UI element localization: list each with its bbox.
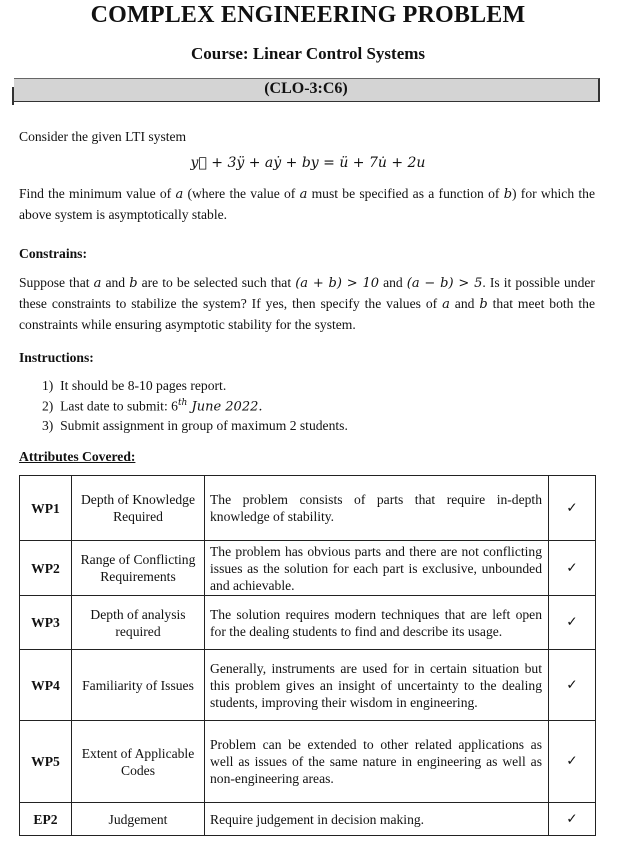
attribute-code: WP2: [20, 541, 72, 596]
course-title: Course: Linear Control Systems: [190, 44, 426, 63]
problem-statement: Find the minimum value of a (where the value of a must be specified as a function of b) for which the above system is asymptotically stable.: [19, 186, 595, 222]
attribute-description: The solution requires modern techniques that are left open for the dealing students to find and describe its usage.: [205, 596, 549, 650]
attribute-description: The problem has obvious parts and there are not conflicting issues as the solution for each part is exclusive, unbounded and achievable.: [205, 541, 549, 596]
table-row: [20, 596, 596, 650]
clo-label: (CLO-3:C6): [264, 80, 348, 97]
attribute-code: WP5: [20, 721, 72, 803]
system-equation: y⃛ + 3ÿ + aẏ + by = ü + 7u̇ + 2u: [190, 155, 426, 171]
instruction-item: 1) It should be 8-10 pages report.: [42, 378, 227, 393]
clo-bar: [14, 78, 600, 102]
attribute-name: Extent of Applicable Codes: [72, 721, 205, 803]
attribute-code: EP2: [20, 803, 72, 836]
table-row: [20, 650, 596, 721]
instructions-heading: Instructions:: [19, 350, 94, 365]
check-icon: ✓: [549, 650, 596, 721]
instruction-item: 2) Last date to submit: 6th June 2022.: [42, 398, 263, 415]
check-icon: ✓: [549, 721, 596, 803]
problem-intro: Consider the given LTI system: [19, 129, 187, 144]
attribute-description: Require judgement in decision making.: [205, 803, 549, 836]
attribute-code: WP4: [20, 650, 72, 721]
check-icon: ✓: [549, 596, 596, 650]
attribute-name: Judgement: [72, 803, 205, 836]
constraints-text: Suppose that a and b are to be selected such that (a + b) > 10 and (a − b) > 5. Is it possible under these constraints to stabilize the system? If yes, then specify the values of a and b that meet both the constraints while ensuring asymptotic stability for the system.: [19, 275, 595, 332]
table-row: [20, 803, 596, 836]
attribute-name: Depth of analysis required: [72, 596, 205, 650]
constraints-heading: Constrains:: [19, 246, 87, 261]
attribute-name: Range of Conflicting Requirements: [72, 541, 205, 596]
attributes-heading: Attributes Covered:: [19, 449, 136, 464]
check-icon: ✓: [549, 541, 596, 596]
attribute-name: Familiarity of Issues: [72, 650, 205, 721]
attribute-description: Problem can be extended to other related applications as well as issues of the same nature in engineering as well as non-engineering areas.: [205, 721, 549, 803]
document-title: COMPLEX ENGINEERING PROBLEM: [90, 2, 526, 28]
table-row: [20, 541, 596, 596]
attribute-code: WP3: [20, 596, 72, 650]
attributes-table: [19, 475, 596, 836]
check-icon: ✓: [549, 476, 596, 541]
attribute-code: WP1: [20, 476, 72, 541]
table-row: [20, 476, 596, 541]
instruction-item: 3) Submit assignment in group of maximum 2 students.: [42, 418, 348, 433]
check-icon: ✓: [549, 803, 596, 836]
attribute-description: Generally, instruments are used for in certain situation but this problem gives an insight of uncertainty to the dealing students, improving their wisdom in engineering.: [205, 650, 549, 721]
attribute-description: The problem consists of parts that require in-depth knowledge of stability.: [205, 476, 549, 541]
table-row: [20, 721, 596, 803]
attribute-name: Depth of Knowledge Required: [72, 476, 205, 541]
